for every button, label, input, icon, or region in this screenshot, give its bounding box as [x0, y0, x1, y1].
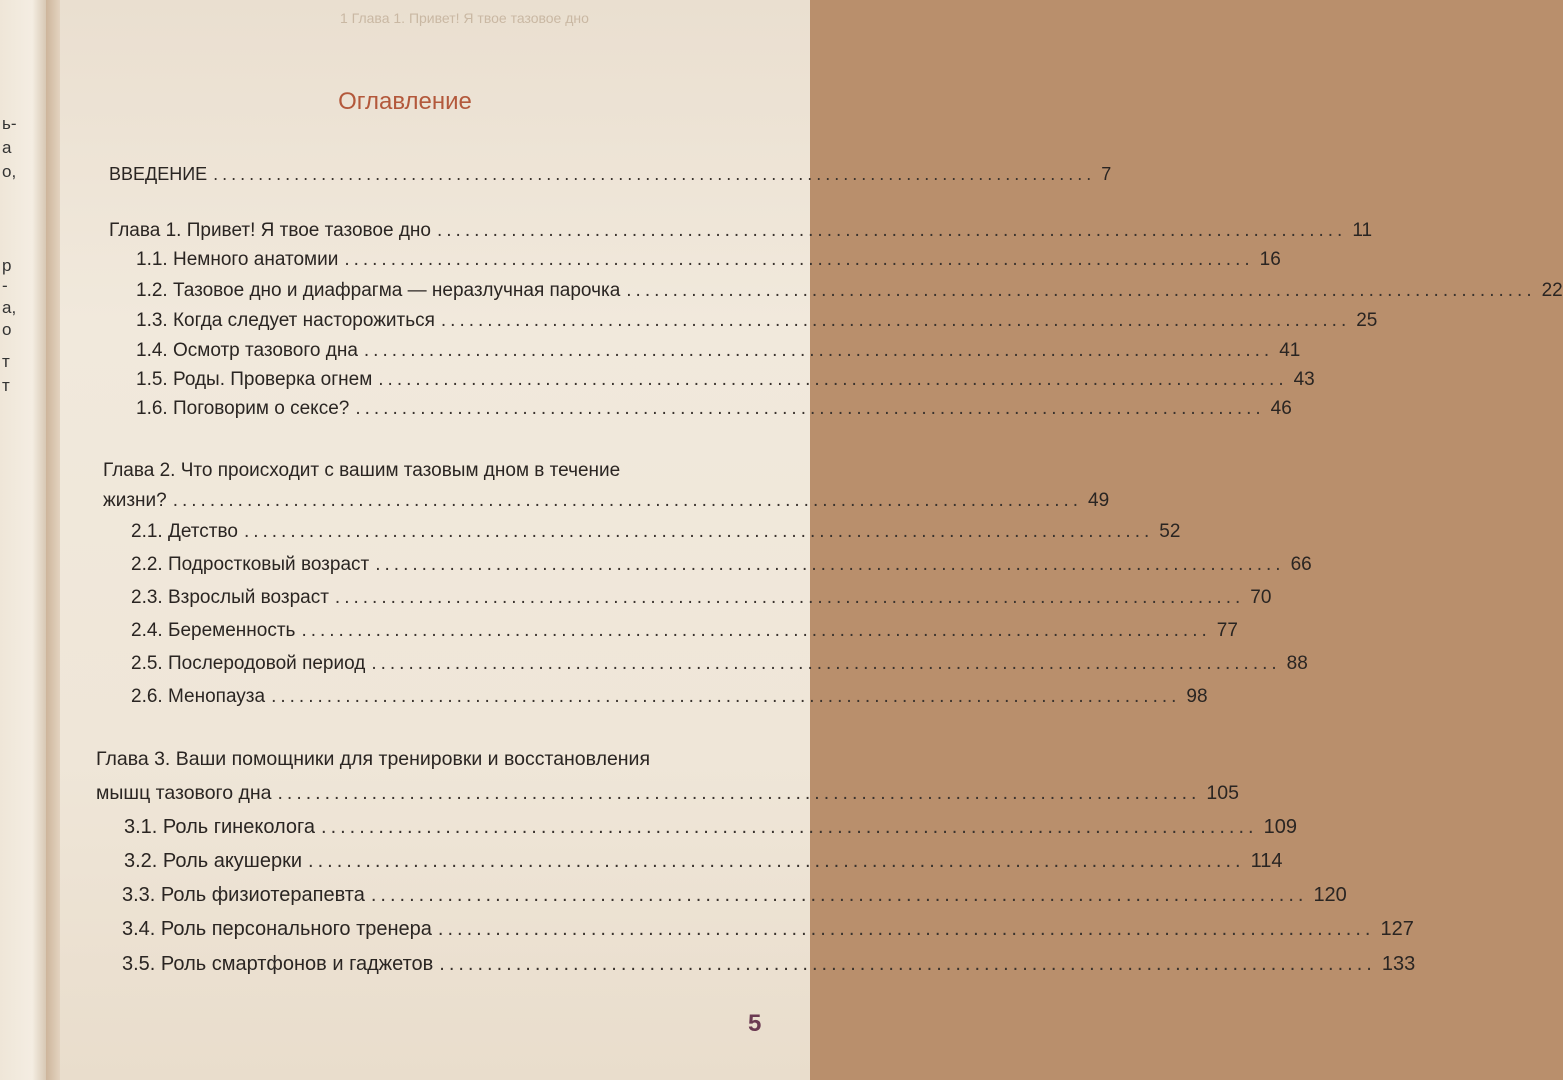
section-number: 3.1. — [124, 816, 158, 838]
section-label: Немного анатомии — [172, 249, 339, 270]
toc-page-number: 127 — [1380, 918, 1414, 940]
leader-dots: .................................................................................................. — [172, 490, 1083, 511]
page-number: 5 — [748, 1010, 762, 1037]
toc-entry-label: Глава 1. Привет! Я твое тазовое дно — [109, 220, 431, 241]
section-number: 2.2. — [131, 554, 163, 575]
toc-entry-label — [122, 884, 365, 907]
leader-dots: .................................................................................................. — [334, 587, 1245, 608]
toc-page-number: 98 — [1186, 686, 1208, 707]
toc-entry-label — [131, 521, 238, 543]
left-page-fragment: о — [2, 320, 12, 339]
leader-dots: .................................................................................................. — [371, 653, 1281, 674]
toc-entry-label — [131, 653, 365, 675]
section-number: 3.2. — [124, 850, 158, 872]
toc-entry-label — [124, 816, 315, 839]
toc-entry-label — [136, 398, 349, 420]
section-label: Роды. Проверка огнем — [172, 369, 373, 390]
leader-dots: .................................................................................................. — [437, 918, 1375, 940]
toc-page-number: 114 — [1250, 850, 1283, 872]
toc-page-number: 25 — [1356, 310, 1378, 331]
leader-dots: .................................................................................................. — [436, 220, 1347, 241]
toc-entry-section[interactable] — [131, 653, 1308, 675]
toc-page-number: 66 — [1290, 554, 1312, 575]
left-page-fragment: а — [2, 138, 12, 157]
leader-dots: .................................................................................................. — [375, 554, 1285, 575]
toc-page-number: 43 — [1293, 369, 1315, 390]
leader-dots: .................................................................................................. — [439, 953, 1376, 975]
section-label: Роль гинеколога — [162, 816, 316, 838]
left-page-fragment: а, — [2, 298, 17, 317]
toc-page-number: 11 — [1352, 220, 1373, 241]
toc-entry-chapter1[interactable] — [109, 220, 1373, 242]
toc-entry-label: жизни? — [103, 490, 167, 511]
leader-dots: .................................................................................................. — [363, 340, 1274, 361]
section-number: 2.3. — [131, 587, 163, 608]
leader-dots: .................................................................................................. — [243, 521, 1154, 542]
leader-dots: .................................................................................................. — [626, 280, 1536, 301]
toc-page-number: 46 — [1270, 398, 1292, 419]
toc-entry-section[interactable] — [122, 918, 1414, 941]
left-page-fragment: т — [2, 376, 10, 395]
toc-page-number: 49 — [1088, 490, 1110, 511]
toc-page-number: 133 — [1381, 953, 1416, 975]
toc-entry-label — [131, 620, 295, 642]
toc-page-number: 7 — [1101, 164, 1112, 184]
section-label: Осмотр тазового дна — [172, 340, 358, 361]
toc-entry-section[interactable] — [131, 587, 1272, 609]
toc-page-number: 41 — [1279, 340, 1301, 361]
toc-entry-label — [122, 953, 433, 976]
toc-entry-label: ВВЕДЕНИЕ — [109, 164, 208, 184]
section-number: 1.3. — [136, 310, 168, 331]
toc-entry-chapter3[interactable] — [96, 782, 1239, 805]
section-label: Менопауза — [167, 686, 266, 707]
leader-dots: .................................................................................................. — [308, 850, 1245, 872]
toc-entry-label: мышц тазового дна — [96, 782, 272, 804]
toc-entry-section[interactable] — [124, 850, 1283, 873]
toc-entry-section[interactable] — [131, 521, 1181, 543]
toc-entry-section[interactable] — [136, 340, 1301, 362]
toc-page-number: 120 — [1313, 884, 1347, 906]
toc-entry-label — [136, 369, 372, 391]
section-number: 2.1. — [131, 521, 163, 542]
leader-dots: .................................................................................................. — [378, 369, 1288, 390]
section-number: 3.4. — [122, 918, 156, 940]
left-page-fragment: - — [2, 276, 8, 295]
toc-entry-chapter2-line1[interactable]: Глава 2. Что происходит с вашим тазовым дном в течение — [103, 460, 621, 481]
toc-entry-section[interactable] — [136, 369, 1315, 391]
leader-dots: .................................................................................................. — [277, 782, 1201, 804]
section-number: 2.4. — [131, 620, 163, 641]
toc-entry-section[interactable] — [136, 249, 1281, 271]
section-label: Когда следует насторожиться — [172, 310, 435, 331]
toc-entry-section[interactable] — [124, 816, 1297, 839]
section-number: 1.5. — [136, 369, 168, 390]
section-number: 3.5. — [122, 953, 156, 975]
leader-dots: .................................................................................................. — [355, 398, 1265, 419]
section-label: Роль персонального тренера — [160, 918, 432, 940]
toc-entry-section[interactable] — [131, 686, 1208, 708]
toc-entry-label — [136, 340, 358, 362]
left-page-fragment: р — [2, 256, 12, 275]
toc-page-number: 88 — [1286, 653, 1308, 674]
toc-entry-section[interactable] — [122, 884, 1347, 907]
toc-entry-section[interactable] — [122, 953, 1416, 976]
running-head: 1 Глава 1. Привет! Я твое тазовое дно — [340, 10, 589, 26]
toc-entry-label — [136, 249, 338, 271]
toc-title: Оглавление — [338, 88, 472, 115]
toc-entry-label — [136, 310, 435, 332]
section-label: Беременность — [167, 620, 296, 641]
toc-entry-label — [136, 280, 620, 302]
toc-entry-section[interactable] — [136, 280, 1563, 302]
toc-page-number: 16 — [1259, 249, 1281, 270]
section-label: Роль акушерки — [162, 850, 303, 872]
toc-entry-section[interactable] — [136, 310, 1378, 332]
toc-entry-intro[interactable] — [109, 164, 1112, 185]
left-page-fragment: о, — [2, 162, 17, 181]
toc-entry-chapter2[interactable] — [103, 490, 1110, 512]
section-number: 2.6. — [131, 686, 163, 707]
leader-dots: .................................................................................................. — [301, 620, 1211, 641]
section-number: 2.5. — [131, 653, 163, 674]
left-page-fragment: ь- — [2, 114, 17, 133]
section-number: 1.4. — [136, 340, 168, 361]
toc-page-number: 70 — [1250, 587, 1272, 608]
toc-page-number: 77 — [1216, 620, 1238, 641]
section-number: 1.2. — [136, 280, 168, 301]
toc-entry-label — [122, 918, 432, 941]
section-label: Детство — [167, 521, 238, 542]
leader-dots: .................................................................................................. — [321, 816, 1258, 838]
section-label: Роль смартфонов и гаджетов — [160, 953, 434, 975]
leader-dots: .................................................................................................. — [440, 310, 1351, 331]
left-page-fragment: т — [2, 352, 10, 371]
section-label: Поговорим о сексе? — [172, 398, 350, 419]
toc-entry-label — [124, 850, 302, 873]
section-number: 1.6. — [136, 398, 168, 419]
leader-dots: .................................................................................................. — [344, 249, 1254, 270]
section-label: Подростковый возраст — [167, 554, 370, 575]
leader-dots: .................................................................................................. — [213, 164, 1096, 184]
toc-entry-label — [131, 587, 329, 609]
section-label: Роль физиотерапевта — [160, 884, 365, 906]
toc-entry-chapter3-line1[interactable]: Глава 3. Ваши помощники для тренировки и восстановления — [96, 748, 651, 770]
toc-page-number: 22 — [1541, 280, 1563, 301]
toc-entry-section[interactable] — [131, 554, 1312, 576]
toc-entry-label — [131, 554, 369, 576]
toc-entry-section[interactable] — [136, 398, 1292, 420]
toc-entry-section[interactable] — [131, 620, 1238, 642]
section-label: Тазовое дно и диафрагма — неразлучная парочка — [172, 280, 621, 301]
section-label: Послеродовой период — [167, 653, 366, 674]
toc-page-number: 105 — [1206, 782, 1239, 804]
leader-dots: .................................................................................................. — [370, 884, 1308, 906]
leader-dots: .................................................................................................. — [271, 686, 1181, 707]
toc-page-number: 109 — [1263, 816, 1297, 838]
section-number: 3.3. — [122, 884, 156, 906]
left-page-edge — [0, 0, 46, 1080]
toc-entry-label — [131, 686, 265, 708]
section-number: 1.1. — [136, 249, 168, 270]
toc-page-number: 52 — [1159, 521, 1181, 542]
section-label: Взрослый возраст — [167, 587, 329, 608]
